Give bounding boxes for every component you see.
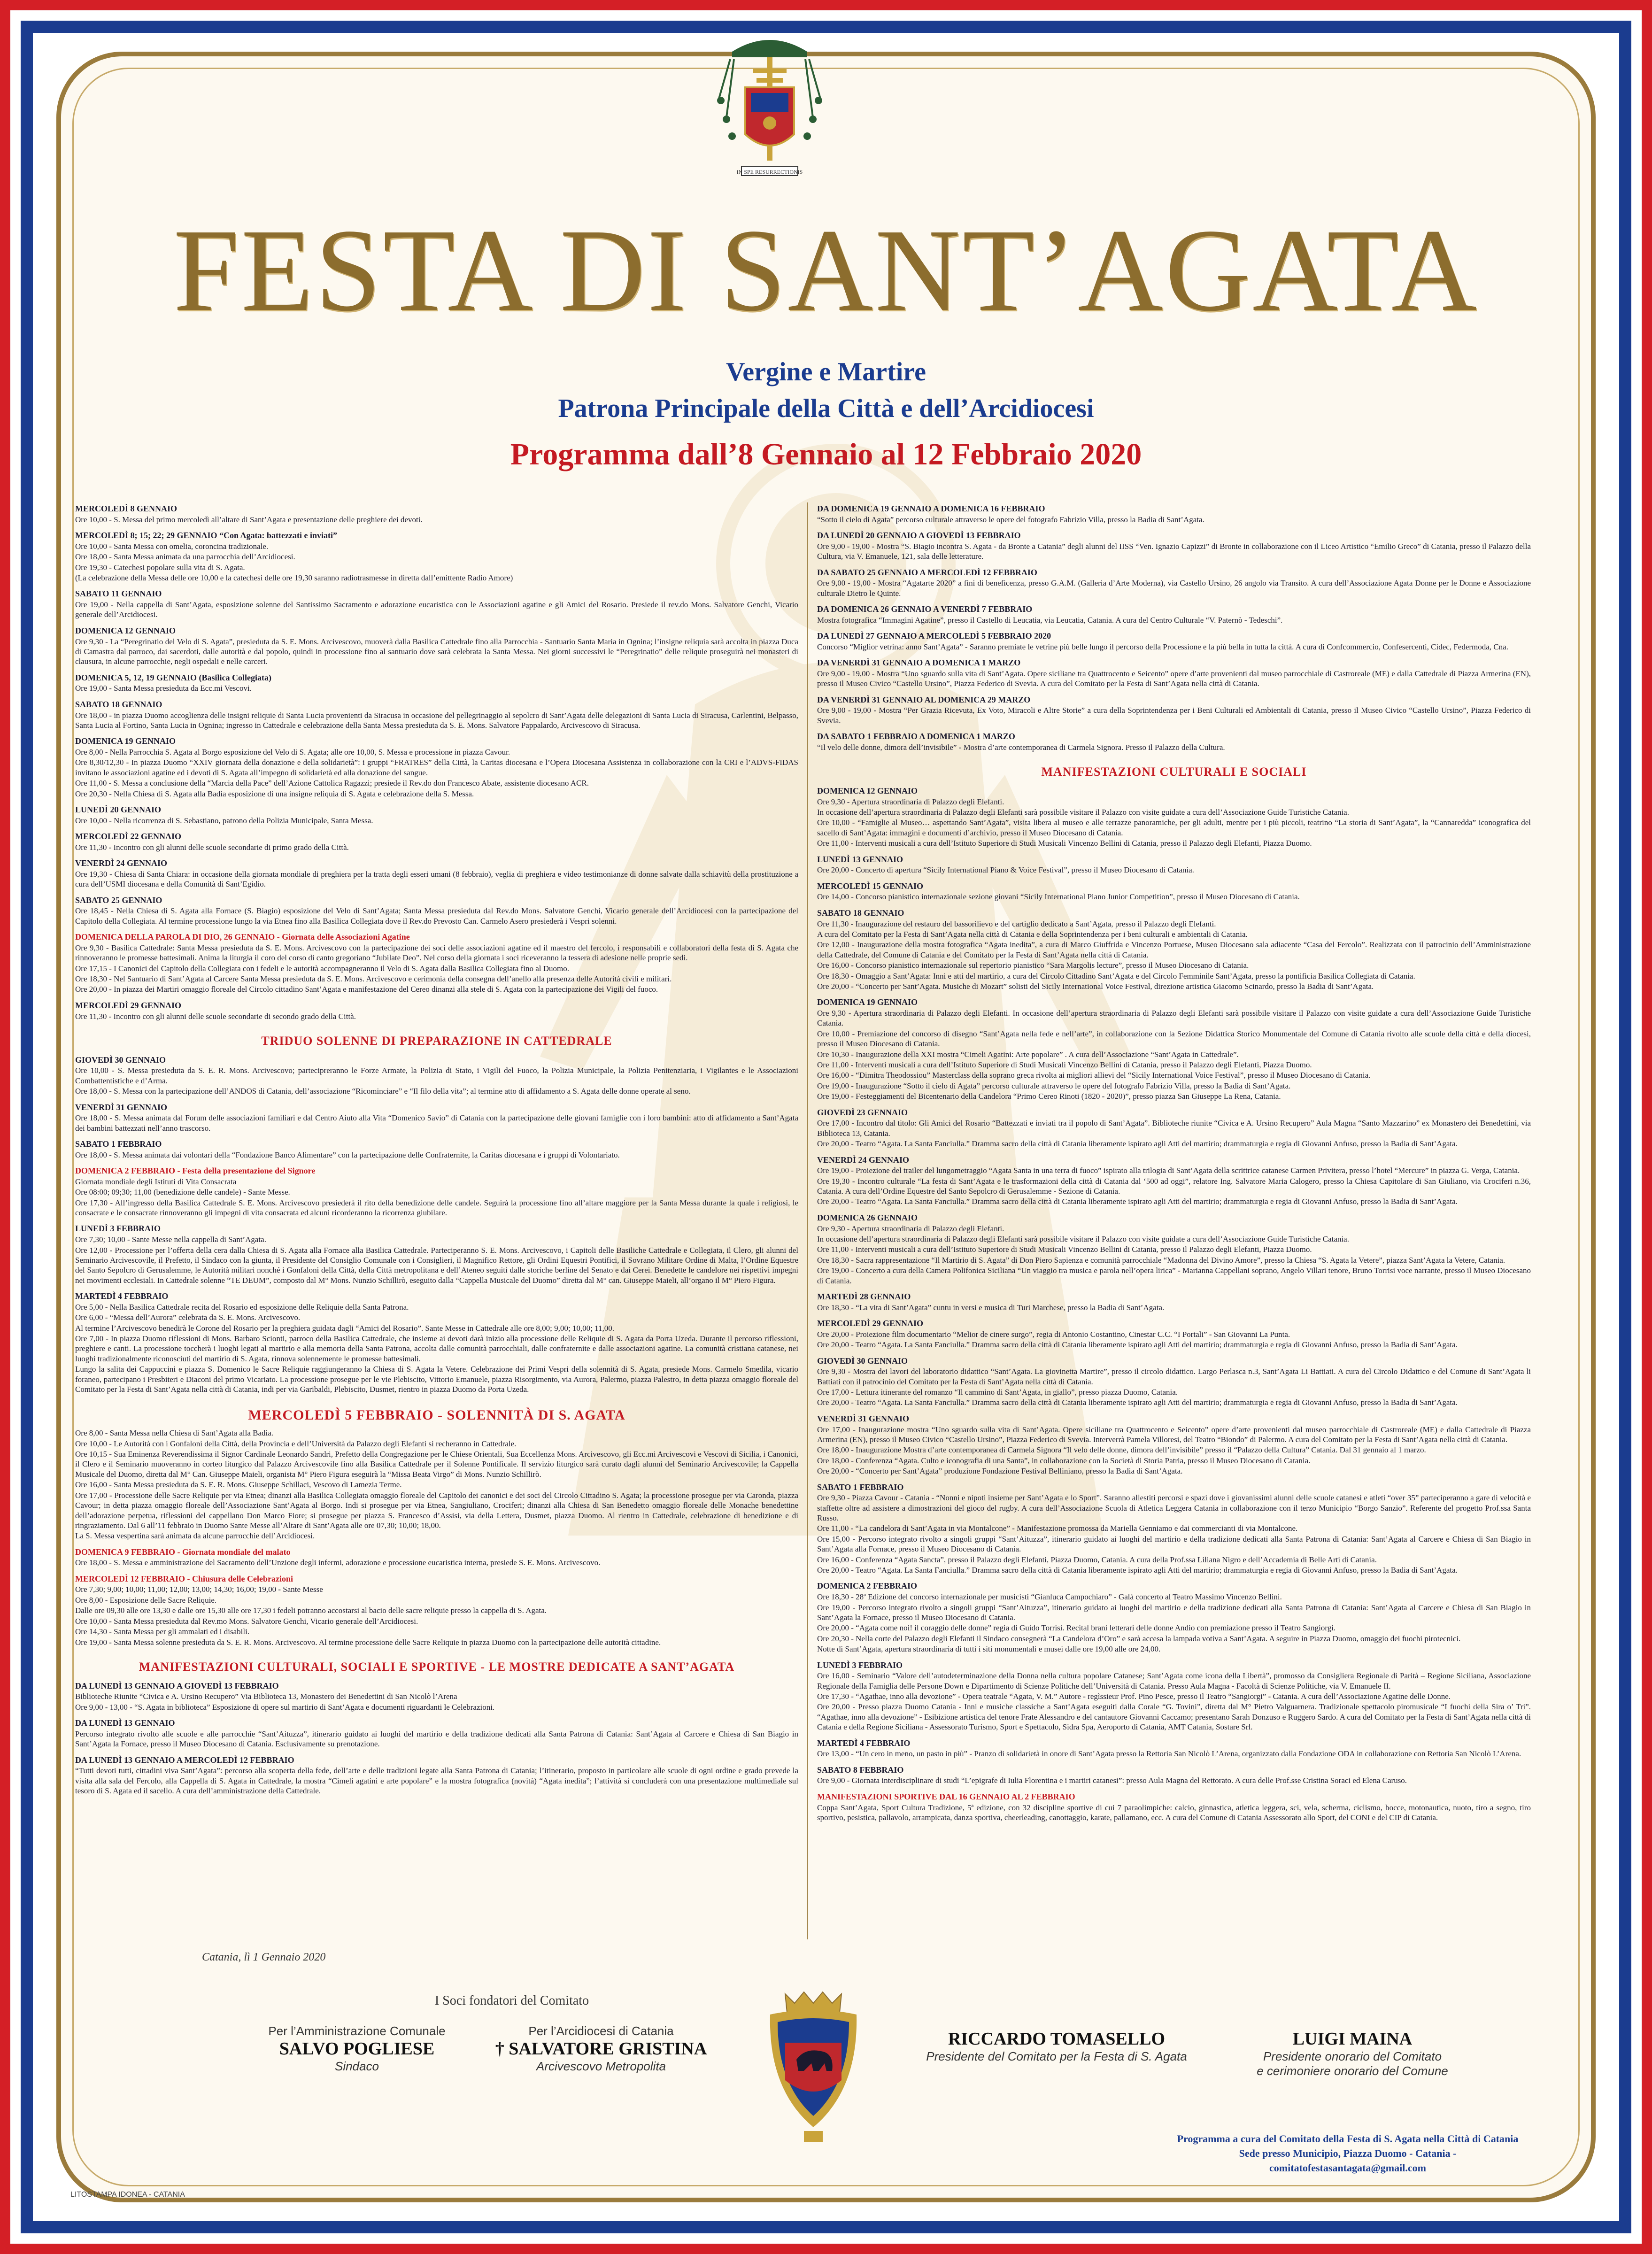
event-date-heading: DA DOMENICA 26 GENNAIO A VENERDÌ 7 FEBBRAIO	[817, 604, 1033, 614]
event-entry: Ore 20,00 - Presso piazza Duomo Catania - Inni e musiche classiche a Sant’Agata eseguiti dalla Corale “G. Tovini”, diretta dal M° Pietro Valguarnera. Tradizionale spettacolo piromusicale “I fuochi della Sira o’ Tri”. “Agathae, inno alla devozione” - Esibizione artistica del tenore Frate Alessandro e del cantautore Giovanni Caccamo; presentano Sarah Donzuso e Ruggero Sardo. A cura del Comitato per la Festa di Sant’Agata nella città di Catania e della Regione Siciliana - Assessorato Turismo, Sport e Spettacolo, Sidra Spa, Aeroporto di Catania, AMT Catania, Sostare Srl.	[817, 1702, 1531, 1732]
section-title: MANIFESTAZIONI CULTURALI E SOCIALI	[1041, 765, 1307, 779]
event-entry: In occasione dell’apertura straordinaria di Palazzo degli Elefanti sarà possibile visitare il Palazzo con visite guidate a cura dell’Associazione Guide Turistiche Catania.	[817, 1234, 1349, 1243]
event-entry: Notte di Sant’Agata, apertura straordinaria di tutti i siti monumentali e musei dalle ore 19,00 alle ore 24,00.	[817, 1644, 1161, 1654]
event-date-heading: LUNEDÌ 13 GENNAIO	[817, 854, 903, 864]
event-entry: Ore 18,30 - Omaggio a Sant’Agata: Inni e atti del martirio, a cura del Circolo Cittadino Sant’Agata e del Circolo Femminile Sant’Agata, presso la pontificia Basilica Collegiata di Catania.	[817, 971, 1415, 980]
event-entry: Percorso integrato rivolto alle scuole e alle parrocchie “Sant’Aituzza”, itinerario guidato ai luoghi del martirio e della tradizione dedicati alla Santa Patrona di Catania: Sant’Agata al Carcere e Chiesa di San Biagio in Sant’Agata la Fornace, presso il Museo Diocesano di Catania. Esclusivamente su prenotazione.	[75, 1729, 798, 1749]
event-entry: Ore 10,00 - “Famiglie al Museo… aspettando Sant’Agata”, visita libera al museo e alle terrazze panoramiche, per gli adulti, mentre per i più piccoli, teatrino “La storia di Sant’Agata”, la “Cannaredda” iconografica del sacello di Sant’Agata: immagini e documenti d’archivio, presso il Museo Diocesano di Catania.	[817, 818, 1531, 837]
event-date-heading: DA LUNEDÌ 13 GENNAIO A MERCOLEDÌ 12 FEBBRAIO	[75, 1755, 294, 1765]
event-entry: Ore 14,00 - Concorso pianistico internazionale sezione giovani “Sicily International Piano Junior Competition”, presso il Museo Diocesano di Catania.	[817, 892, 1300, 902]
founders-label: I Soci fondatori del Comitato	[434, 1993, 589, 2008]
event-entry: Ore 9,30 - Mostra dei lavori del laboratorio didattico “Sant’Agata. La giovinetta Martire”, presso il circolo didattico. Largo Perlasca n.3, Sant’Agata Li Battiati. A cura del Circolo Didattico e del Comune di Sant’Agata li Battiati con il patrocinio del Comitato per la Festa di Sant’Agata nella città di Catania.	[817, 1367, 1531, 1386]
event-date-heading: GIOVEDÌ 23 GENNAIO	[817, 1107, 908, 1117]
event-entry: Ore 11,00 - Interventi musicali a cura dell’Istituto Superiore di Studi Musicali Vincenzo Bellini di Catania, presso il Palazzo degli Elefanti, Piazza Duomo.	[817, 1060, 1312, 1070]
event-entry: Ore 18,00 - Santa Messa animata da una parrocchia dell’Arcidiocesi.	[75, 552, 295, 562]
event-entry: Ore 10,30 - Inaugurazione della XXI mostra “Cimeli Agatini: Arte popolare” . A cura dell’Associazione “Sant’Agata in Cattedrale”.	[817, 1050, 1239, 1059]
event-entry: Ore 17,30 - “Agathae, inno alla devozione” - Opera teatrale “Agata, V. M.” Autore - regìssieur Prof. Pino Pesce, presso il Teatro “Sangiorgi” - Catania. A cura dell’Associazione Agatine delle Donne.	[817, 1692, 1451, 1701]
event-date-heading: SABATO 8 FEBBRAIO	[817, 1765, 904, 1775]
left-program-column	[75, 498, 798, 1797]
event-date-heading: MARTEDÌ 28 GENNAIO	[817, 1292, 911, 1301]
event-date-heading: MANIFESTAZIONI SPORTIVE DAL 16 GENNAIO AL 2 FEBBRAIO	[817, 1791, 1075, 1801]
event-date-heading: DA DOMENICA 19 GENNAIO A DOMENICA 16 FEBBRAIO	[817, 504, 1045, 513]
event-date-heading: VENERDÌ 31 GENNAIO	[75, 1102, 168, 1112]
event-entry: “Il velo delle donne, dimora dell’invisibile” - Mostra d’arte contemporanea di Carmela Signora. Presso il Palazzo della Cultura.	[817, 742, 1225, 752]
event-entry: Ore 17,00 - Lettura itinerante del romanzo “Il cammino di Sant’Agata, in giallo”, presso piazza Duomo, Catania.	[817, 1388, 1178, 1397]
event-entry: Ore 8,30/12,30 - In piazza Duomo “XXIV giornata della donazione e della solidarietà”: i gruppi “FRATRES” della Città, la Caritas diocesana e l’Opera Diocesana Assistenza in collaborazione con la CRI e l’ADVS-FIDAS invitano le associazioni agatine ed i devoti di S. Agata all’impegno di solidarietà ed alla donazione del sangue.	[75, 758, 798, 777]
event-date-heading: MERCOLEDÌ 8; 15; 22; 29 GENNAIO “Con Agata: battezzati e inviati”	[75, 531, 337, 540]
event-entry: Ore 18,30 - 28ª Edizione del concorso internazionale per musicisti “Gianluca Campochiaro” - Galà concerto al Teatro Massimo Vincenzo Bellini.	[817, 1592, 1282, 1602]
event-entry: Ore 17,30 - All’ingresso della Basilica Cattedrale S. E. Mons. Arcivescovo presiederà il rito della benedizione delle candele. Seguirà la processione fino all’altare maggiore per la Santa Messa durante la quale i religiosi, le consacrate e le consacrate rinnoveranno gli impegni di vita consacrata ed alcuni ricorderanno la ricorrenza giubilare.	[75, 1198, 798, 1218]
event-entry: Ore 19,00 - Nella cappella di Sant’Agata, esposizione solenne del Santissimo Sacramento e adorazione eucaristica con le Associazioni agatine e gli Amici del Rosario. Presiede il rev.do Mons. Salvatore Genchi, Vicario generale dell’Arcidiocesi.	[75, 600, 798, 619]
event-date-heading: DA LUNEDÌ 13 GENNAIO A GIOVEDÌ 13 FEBBRAIO	[75, 1681, 279, 1690]
event-entry: Ore 20,00 - Teatro “Agata. La Santa Fanciulla.” Dramma sacro della città di Catania liberamente ispirato agli Atti del martirio; drammaturgia e regia di Giovanni Anfuso, presso la Badia di Sant’Agata.	[817, 1566, 1458, 1575]
event-entry: Ore 9,00 - 13,00 - “S. Agata in biblioteca” Esposizione di opere sul martirio di Sant’Agata e documenti riguardanti le Celebrazioni.	[75, 1702, 495, 1712]
event-entry: Ore 9,30 - Apertura straordinaria di Palazzo degli Elefanti.	[817, 1224, 1004, 1233]
column-divider	[807, 502, 808, 1939]
event-entry: Ore 20,00 - In piazza dei Martiri omaggio floreale del Circolo cittadino Sant’Agata e manifestazione del Cereo dinanzi alla stele di S. Agata con la partecipazione dei Vigili del fuoco.	[75, 985, 658, 994]
event-date-heading: SABATO 11 GENNAIO	[75, 589, 162, 599]
event-date-heading: DOMENICA 2 FEBBRAIO	[817, 1581, 918, 1591]
sig1-name: SALVO POGLIESE	[279, 2039, 435, 2059]
event-entry: Ore 9,00 - 19,00 - Mostra “Agatarte 2020” a fini di beneficenza, presso G.A.M. (Galleria d’Arte Moderna), via Castello Ursino, 26 angolo via Transito. A cura dell’Associazione Agata Donne per le Donne e Associazione culturale Dietro le Quinte.	[817, 579, 1531, 598]
event-date-heading: LUNEDÌ 3 FEBBRAIO	[75, 1224, 161, 1234]
event-date-heading: DA SABATO 1 FEBBRAIO A DOMENICA 1 MARZO	[817, 732, 1015, 741]
event-date-heading: SABATO 18 GENNAIO	[75, 699, 162, 709]
event-entry: Ore 20,00 - “Concerto per Sant’Agata” produzione Fondazione Festival Belliniano, presso la Badia di Sant’Agata.	[817, 1467, 1183, 1476]
event-date-heading: DOMENICA 5, 12, 19 GENNAIO (Basilica Collegiata)	[75, 672, 271, 682]
event-entry: Ore 20,30 - Nella corte del Palazzo degli Elefanti il Sindaco consegnerà “La Candelora d’Oro” e sarà accesa la lampada votiva a Sant’Agata. A seguire in Piazza Duomo, omaggio dei fuochi pirotecnici.	[817, 1634, 1461, 1643]
event-date-heading: DOMENICA 19 GENNAIO	[75, 736, 176, 746]
event-entry: Ore 19,00 - Proiezione del trailer del lungometraggio “Agata Santa in una terra di fuoco” ispirato alla trilogia di Sant’Agata della scrittrice catanese Carmen Privitera, presso l’hotel “Mercure” in piazza G. Verga, Catania.	[817, 1166, 1520, 1175]
event-entry: Ore 17,00 - Inaugurazione mostra “Uno sguardo sulla vita di Sant’Agata. Opere siciliane tra Quattrocento e Seicento” opere d’arte provenienti dal museo parrocchiale di Castroreale (ME) e dalla Cattedrale di Piazza Armerina (EN), presso il Museo Civico “Castello Ursino”, Piazza Federico di Svevia. Interverrà Pamela Villoresi, del Teatro “Biondo” di Palermo. A cura del Comitato per la Festa di Sant’Agata nella città di Catania.	[817, 1425, 1531, 1444]
event-entry: Ore 9,30 - Apertura straordinaria di Palazzo degli Elefanti. In occasione dell’apertura straordinaria di Palazzo degli Elefanti sarà possibile visitare il Palazzo con visite guidate a cura dell’Associazione Guide Turistiche Catania.	[817, 1009, 1531, 1028]
event-entry: Ore 18,30 - Sacra rappresentazione “Il Martirio di S. Agata” di Don Piero Sapienza e comunità parrocchiale “Madonna del Divino Amore”, presso la Chiesa “S. Agata la Vetere”, piazza Sant’Agata la Vetere, Catania.	[817, 1255, 1505, 1265]
archbishop-coat-of-arms-icon	[713, 33, 826, 193]
event-entry: Ore 9,30 - Basilica Cattedrale: Santa Messa presieduta da S. E. Mons. Arcivescovo con la partecipazione dei soci delle associazioni agatine ed il maestro del fercolo, i responsabili e collaboratori della festa di S. Agata che rinnoveranno le promesse battesimali. Anima la liturgia il coro del corso di canto gregoriano “Jubilate Deo”. Nel corso della giornata i soci riceveranno la tessera di adesione nelle proprie sedi.	[75, 943, 798, 963]
event-entry: Ore 19,00 - Inaugurazione “Sotto il cielo di Agata” percorso culturale attraverso le opere del fotografo Fabrizio Villa, presso la Badia di Sant’Agata.	[817, 1081, 1291, 1090]
event-entry: Ore 13,00 - “Un cero in meno, un pasto in più” - Pranzo di solidarietà in onore di Sant’Agata presso la Rettoria San Nicolò L’Arena, organizzato dalla Fondazione ODA in collaborazione con Rettoria San Nicolò L’Arena.	[817, 1749, 1521, 1759]
event-entry: Ore 18,00 - S. Messa con la partecipazione dell’ANDOS di Catania, dell’associazione “Ricominciare” e “Il filo della vita”; al termine atto di affidamento a S. Agata delle donne operate al seno.	[75, 1087, 691, 1096]
event-entry: Ore 20,00 - “Concerto per Sant’Agata. Musiche di Mozart” solisti del Sicily International Voice Festival, direzione artistica Giacomo Scinardo, presso la Badia di Sant’Agata.	[817, 981, 1374, 991]
event-date-heading: LUNEDÌ 20 GENNAIO	[75, 805, 162, 815]
event-entry: “Tutti devoti tutti, cittadini viva Sant’Agata”: percorso alla scoperta della fede, dell’arte e delle tradizioni legate alla Santa Patrona di Catania; l’itinerario, proposto in particolare alle scuole di ogni ordine e grado prevede la visita alla sala del Fercolo, alla Cappella di S. Agata in Cattedrale, la mostra “Cimeli agatini e arte popolare” e la mostra fotografica (novità) “Agata inedita”; l’attività si concluderà con una presentazione multimediale sul tesoro di S. Agata ed il sacello. A cura dell’amministrazione della Cattedrale.	[75, 1766, 798, 1796]
subtitle-patrona: Patrona Principale della Città e dell’Arcidiocesi	[558, 394, 1094, 423]
event-entry: Ore 19,00 - Concerto a cura della Camera Polifonica Siciliana “Un viaggio tra musica e parola nell’opera lirica” - Marianna Cappellani soprano, Angelo Villari tenore, Bruno Torrisi voce narrante, presso il Museo Diocesano di Catania.	[817, 1266, 1531, 1285]
event-date-heading: VENERDÌ 24 GENNAIO	[817, 1155, 910, 1165]
event-entry: Coppa Sant’Agata, Sport Cultura Tradizione, 5ª edizione, con 32 discipline sportive di cui 7 paraolimpiche: calcio, ginnastica, atletica leggera, sci, vela, scherma, ciclismo, bocce, motonautica, nuoto, tiro a segno, tiro sportivo, pesistica, pallavolo, arrampicata, danza sportiva, cheerleading, canottaggio, karate, pallamano, ecc. A cura del Comune di Catania Assessorato allo Sport, del CONI e del CIP di Catania.	[817, 1803, 1531, 1822]
event-entry: Ore 11,30 - Incontro con gli alunni delle scuole secondarie di secondo grado della Città.	[75, 1011, 356, 1021]
event-entry: Ore 7,00 - In piazza Duomo riflessioni di Mons. Barbaro Scionti, parroco della Basilica Cattedrale, che insieme ai devoti darà inizio alla processione delle Reliquie di S. Agata da Porta Uzeda. Durante il percorso riflessioni, preghiere e canti. La processione toccherà i luoghi legati al martirio e alla memoria della Santa Patrona, accolta dalle comunità parrocchiali, dalle confraternite e dalle associazioni agatine. La comunità cristiana catanese, nei luoghi tradizionalmente riconosciuti del martirio di S. Agata, rinnova solennemente le promesse battesimali.	[75, 1334, 798, 1363]
event-entry: Ore 17,00 - Processione delle Sacre Reliquie per via Etnea; dinanzi alla Basilica Collegiata omaggio floreale del Capitolo dei canonici e dei soci del Circolo Cittadino S. Agata; la processione prosegue per via Caronda, piazza Cavour; in detta piazza omaggio floreale dell’Associazione Sant’Agata al Borgo. Indi si prosegue per via Etnea, Sangiuliano, Crociferi; dinanzi alla Chiesa di San Benedetto omaggio floreale delle Monache benedettine dell’adorazione perpetua, riflessioni del cappellano Don Marco Fiore; si prosegue per piazza S. Francesco d’Assisi, via della Lettera, Dusmet, piazza Duomo. Al rientro in Cattedrale, celebrazione di benedizione e di ringraziamento. Dal 6 all’11 febbraio in Duomo Sante Messe all’Altare di Sant’Agata alle ore 07,30; 10,00; 18,00.	[75, 1490, 798, 1530]
event-date-heading: DOMENICA DELLA PAROLA DI DIO, 26 GENNAIO - Giornata delle Associazioni Agatine	[75, 932, 410, 942]
section-title: TRIDUO SOLENNE DI PREPARAZIONE IN CATTEDRALE	[261, 1034, 612, 1048]
event-entry: Ore 16,00 - Concorso pianistico internazionale sul repertorio pianistico “Sara Margolis lecture”, presso il Museo Diocesano di Catania.	[817, 961, 1249, 970]
event-entry: Ore 5,00 - Nella Basilica Cattedrale recita del Rosario ed esposizione delle Reliquie della Santa Patrona.	[75, 1302, 409, 1312]
credits	[1160, 2132, 1536, 2175]
event-date-heading: VENERDÌ 31 GENNAIO	[817, 1413, 910, 1423]
event-entry: Ore 11,00 - Interventi musicali a cura dell’Istituto Superiore di Studi Musicali Vincenzo Bellini di Catania, presso il Palazzo degli Elefanti, Piazza Duomo.	[817, 1245, 1312, 1254]
event-entry: Ore 19,30 - Incontro culturale “La festa di Sant’Agata e le trasformazioni della città di Catania dal ‘500 ad oggi”, relatore Ing. Salvatore Maria Calogero, presso la Chiesa Capitolare di San Giuliano, via Crociferi n.36, Catania. A cura dell’Ordine Equestre del Santo Sepolcro di Gerusalemme - Sezione di Catania.	[817, 1176, 1531, 1196]
event-entry: Ore 8,00 - Santa Messa nella Chiesa di Sant’Agata alla Badia.	[75, 1428, 274, 1438]
event-entry: Ore 10,00 - Santa Messa con omelia, coroncina tradizionale.	[75, 541, 269, 551]
sig3-role: Presidente del Comitato per la Festa di S. Agata	[926, 2049, 1187, 2063]
sig4-role1: Presidente onorario del Comitato	[1263, 2049, 1442, 2063]
event-date-heading: SABATO 1 FEBBRAIO	[75, 1139, 162, 1149]
sig1-label: Per l’Amministrazione Comunale	[268, 2024, 446, 2038]
event-date-heading: DA SABATO 25 GENNAIO A MERCOLEDÌ 12 FEBBRAIO	[817, 567, 1037, 577]
event-entry: Dalle ore 09,30 alle ore 13,30 e dalle ore 15,30 alle ore 17,30 i fedeli potranno accostarsi al bacio delle sacre reliquie presso la cappella di S. Agata.	[75, 1606, 547, 1615]
event-entry: Mostra fotografica “Immagini Agatine”, presso il Castello di Leucatia, via Leucatia, Catania. A cura del Centro Culturale “V. Paternò - Tedeschi”.	[817, 615, 1283, 625]
event-date-heading: MARTEDÌ 4 FEBBRAIO	[75, 1291, 169, 1301]
event-entry: Ore 14,30 - Santa Messa per gli ammalati ed i disabili.	[75, 1627, 250, 1636]
event-date-heading: DOMENICA 2 FEBBRAIO - Festa della presentazione del Signore	[75, 1166, 316, 1176]
event-entry: Ore 12,00 - Processione per l’offerta della cera dalla Chiesa di S. Agata alla Fornace alla Basilica Cattedrale. Parteciperanno S. E. Mons. Arcivescovo, i Capitoli delle Basiliche Cattedrale e Collegiata, il Clero, gli alunni del Seminario Arcivescovile, il Prefetto, il Sindaco con la giunta, il Presidente del Consiglio Comunale con i Consiglieri, il Magnifico Rettore, gli Ordini Equestri Pontifici, il Sovrano Militare Ordine di Malta, l’Ordine Equestre del Santo Sepolcro di Gerusalemme, le Autorità militari nonché i Gonfaloni della Città, della Città metropolitana e dell’Ateneo seguiti dalle storiche berline del Senato e dai Cerei. Benedette le candelore nei rispettivi impegni nei movimenti ecclesiali. In Cattedrale solenne “TE DEUM”, composto dal M° Mons. Nunzio Schillirò, eseguito dalla “Cappella Musicale del Duomo” diretta dal M° can. Giuseppe Maieli, all’organo il M° Piero Figura.	[75, 1245, 798, 1285]
event-entry: Ore 18,00 - in piazza Duomo accoglienza delle insigni reliquie di Santa Lucia provenienti da Siracusa in occasione del pellegrinaggio al sepolcro di Sant’Agata delle delegazioni di Santa Lucia di Siracusa, Carlentini, Belpasso, Santa Lucia al Fortino, Santa Lucia in Ognina; ingresso in Cattedrale e celebrazione della Santa Messa presieduta da S. E. Mons. Salvatore Pappalardo, Arcivescovo di Siracusa.	[75, 710, 798, 730]
event-date-heading: SABATO 1 FEBBRAIO	[817, 1482, 904, 1492]
sig1-role: Sindaco	[335, 2059, 379, 2073]
event-entry: Ore 20,00 - Teatro “Agata. La Santa Fanciulla.” Dramma sacro della città di Catania liberamente ispirato agli Atti del martirio; drammaturgia e regia di Giovanni Anfuso, presso la Badia di Sant’Agata.	[817, 1398, 1458, 1407]
event-entry: Ore 10,00 - S. Messa presieduta da S. E. R. Mons. Arcivescovo; partecipreranno le Forze Armate, la Polizia di Stato, i Vigili del Fuoco, la Polizia Municipale, la Polizia Penitenziaria, i Vigilantes e le Associazioni Combattentistiche e d’Arma.	[75, 1066, 798, 1085]
signature-honorary-president	[1207, 2029, 1498, 2078]
event-entry: In occasione dell’apertura straordinaria di Palazzo degli Elefanti sarà possibile visitare il Palazzo con visite guidate a cura dell’Associazione Guide Turistiche Catania.	[817, 808, 1349, 817]
event-date-heading: DOMENICA 9 FEBBRAIO - Giornata mondiale del malato	[75, 1547, 291, 1557]
event-entry: Ore 17,00 - Incontro dal titolo: Gli Amici del Rosario “Battezzati e inviati tra il popolo di Sant’Agata”. Biblioteche riunite “Civica e A. Ursino Recupero” Aula Magna “Santo Mazzarino” ex Monastero dei Benedettini, via Biblioteca 13, Catania.	[817, 1119, 1531, 1138]
event-entry: Ore 18,45 - Nella Chiesa di S. Agata alla Fornace (S. Biagio) esposizione del Velo di Sant’Agata; Santa Messa presieduta dal Rev.do Mons. Salvatore Genchi, Vicario generale dell’Arcidiocesi con la partecipazione del Capitolo della Collegiata. Al termine processione lungo la via Etnea fino alla Basilica Collegiata dove il Rev.do Prevosto Can. Carmelo Asero presiederà i Vespri solenni.	[75, 906, 798, 926]
event-date-heading: DOMENICA 12 GENNAIO	[817, 786, 918, 795]
event-entry: Ore 16,00 - Seminario “Valore dell’autodeterminazione della Donna nella cultura popolare Catanese; Sant’Agata come icona della Libertà”, promosso da Consigliera Regionale di Parità – Regione Siciliana, Associazione Regionale della Famiglia delle Persone Down e Dipartimento di Scienze Politiche dell’Università di Catania. Presso Aula Magna - Facoltà di Scienze Politiche, via V. Emanuele II.	[817, 1671, 1531, 1690]
event-entry: Ore 19,00 - Santa Messa solenne presieduta da S. E. R. Mons. Arcivescovo. Al termine processione delle Sacre Reliquie in piazza Duomo con la partecipazione delle autorità cittadine.	[75, 1637, 661, 1647]
event-entry: Ore 11,30 - Inaugurazione del restauro del bassorilievo e del cartiglio dedicato a Sant’Agata, presso il Palazzo degli Elefanti.	[817, 919, 1216, 928]
event-entry: Ore 18,00 - S. Messa animata dal Forum delle associazioni familiari e dal Centro Aiuto alla Vita “Domenico Savio” di Catania con la partecipazione delle giovani famiglie con i loro bambini: atto di affidamento a Sant’Agata dei bambini battezzati nell’anno trascorso.	[75, 1113, 798, 1133]
event-entry: Ore 20,30 - Nella Chiesa di S. Agata alla Badia esposizione di una insigne reliquia di S. Agata e celebrazione della S. Messa.	[75, 789, 474, 798]
event-date-heading: SABATO 25 GENNAIO	[75, 895, 162, 905]
crest-motto: IN SPE RESURRECTIONIS	[736, 169, 803, 175]
event-date-heading: MERCOLEDÌ 22 GENNAIO	[75, 832, 182, 841]
event-date-heading: GIOVEDÌ 30 GENNAIO	[817, 1356, 908, 1366]
event-entry: (La celebrazione della Messa delle ore 10,00 e la catechesi delle ore 19,30 saranno radiotrasmesse in diretta dall’emittente Radio Amore)	[75, 573, 513, 582]
sig4-role2: e cerimoniere onorario del Comune	[1257, 2064, 1448, 2078]
event-date-heading: SABATO 18 GENNAIO	[817, 908, 904, 918]
event-entry: Ore 7,30; 9,00; 10,00; 11,00; 12,00; 13,00; 14,30; 16,00; 19,00 - Sante Messe	[75, 1585, 323, 1594]
sig2-label: Per l’Arcidiocesi di Catania	[528, 2024, 674, 2038]
event-entry: Biblioteche Riunite “Civica e A. Ursino Recupero” Via Biblioteca 13, Monastero dei Benedettini di San Nicolò l’Arena	[75, 1692, 457, 1701]
event-date-heading: DA VENERDÌ 31 GENNAIO AL DOMENICA 29 MARZO	[817, 695, 1031, 704]
credits-line2: Sede presso Municipio, Piazza Duomo - Catania - comitatofestasantagata@gmail.com	[1239, 2147, 1457, 2174]
event-date-heading: MARTEDÌ 4 FEBBRAIO	[817, 1738, 911, 1748]
event-entry: Ore 20,00 - Teatro “Agata. La Santa Fanciulla.” Dramma sacro della città di Catania liberamente ispirato agli Atti del martirio; drammaturgia e regia di Giovanni Anfuso, presso la Badia di Sant’Agata.	[817, 1340, 1458, 1350]
event-entry: Ore 20,00 - Teatro “Agata. La Santa Fanciulla.” Dramma sacro della città di Catania liberamente ispirato agli Atti del martirio; drammaturgia e regia di Giovanni Anfuso, presso la Badia di Sant’Agata.	[817, 1139, 1458, 1149]
section-title: MERCOLEDÌ 5 FEBBRAIO - SOLENNITÀ DI S. AGATA	[248, 1407, 625, 1423]
credits-line1: Programma a cura del Comitato della Festa di S. Agata nella Città di Catania	[1177, 2133, 1519, 2145]
city-coat-of-arms-icon	[757, 1986, 870, 2146]
event-entry: Ore 10,00 - Premiazione del concorso di disegno “Sant’Agata nella fede e nell’arte”, in collaborazione con la Sezione Didattica Storico Monumentale del Comune di Catania rivolto alle scuole della città e della diocesi, presso il Museo Diocesano di Catania.	[817, 1029, 1531, 1049]
event-entry: Ore 18,00 - S. Messa e amministrazione del Sacramento dell’Unzione degli infermi, adorazione e processione eucaristica interna, presiede S. E. Mons. Arcivescovo.	[75, 1558, 601, 1567]
event-entry: Ore 9,00 - Giornata interdisciplinare di studi “L’epigrafe di Iulia Florentina e i martiri catanesi”: presso Aula Magna del Rettorato. A cura delle Prof.sse Cristina Soraci ed Elena Caruso.	[817, 1776, 1407, 1785]
event-entry: Ore 6,00 - “Messa dell’Aurora” celebrata da S. E. Mons. Arcivescovo.	[75, 1313, 301, 1322]
event-entry: Ore 20,00 - Concerto di apertura “Sicily International Piano & Voice Festival”, presso il Museo Diocesano di Catania.	[817, 865, 1194, 875]
event-date-heading: MERCOLEDÌ 29 GENNAIO	[75, 1000, 182, 1010]
sig2-name: † SALVATORE GRISTINA	[495, 2039, 707, 2059]
event-entry: Ore 17,15 - I Canonici del Capitolo della Collegiata con i fedeli e le autorità accompagneranno il Velo di S. Agata dalla Basilica Collegiata fino al Duomo.	[75, 964, 569, 973]
event-date-heading: MERCOLEDÌ 8 GENNAIO	[75, 504, 178, 513]
event-entry: Ore 19,00 - Percorso integrato rivolto a singoli gruppi “Sant’Aituzza”, itinerario guidato ai luoghi del martirio e della tradizione dedicati alla Santa Patrona di Catania: Sant’Agata al Carcere e Chiesa di San Biagio in Sant’Agata la Fornace, presso il Museo Diocesano di Catania.	[817, 1603, 1531, 1622]
event-entry: Ore 18,00 - S. Messa animata dai volontari della “Fondazione Banco Alimentare” con la partecipazione delle Confraternite, la Caritas diocesana e i gruppi di Volontariato.	[75, 1150, 620, 1159]
event-entry: Ore 19,00 - Festeggiamenti del Bicentenario della Candelora “Primo Cereo Rinoti (1820 - 2020)”, presso piazza San Giuseppe La Rena, Catania.	[817, 1092, 1281, 1101]
event-date-heading: DOMENICA 26 GENNAIO	[817, 1212, 918, 1222]
event-entry: Ore 10,00 - Nella ricorrenza di S. Sebastiano, patrono della Polizia Municipale, Santa Messa.	[75, 816, 373, 825]
event-entry: Ore 8,00 - Esposizione delle Sacre Reliquie.	[75, 1595, 217, 1605]
printer-credit: LITOSTAMPA IDONEA - CATANIA	[70, 2191, 185, 2199]
event-entry: Ore 16,00 - Santa Messa presieduta da S. E. R. Mons. Giuseppe Schillaci, Vescovo di Lamezia Terme.	[75, 1480, 402, 1490]
sig4-name: LUIGI MAINA	[1292, 2029, 1413, 2049]
event-entry: Ore 16,00 - “Dimitra Theodossiou” Masterclass della soprano greca rivolta ai migliori allievi del “Sicily International Voice Festival”, presso il Museo Diocesano di Catania.	[817, 1071, 1371, 1080]
event-entry: Ore 10,00 - Santa Messa presieduta dal Rev.mo Mons. Salvatore Genchi, Vicario generale dell’Arcidiocesi.	[75, 1616, 418, 1626]
event-entry: Ore 9,30 - Apertura straordinaria di Palazzo degli Elefanti.	[817, 797, 1004, 806]
event-entry: Ore 20,00 - Proiezione film documentario “Melior de cinere surgo”, regia di Antonio Costantino, Cinestar C.C. “I Portali” - San Giovanni La Punta.	[817, 1329, 1290, 1339]
event-date-heading: DA LUNEDÌ 20 GENNAIO A GIOVEDÌ 13 FEBBRAIO	[817, 531, 1021, 540]
event-date-heading: MERCOLEDÌ 29 GENNAIO	[817, 1319, 924, 1328]
event-entry: Ore 20,00 - Teatro “Agata. La Santa Fanciulla.” Dramma sacro della città di Catania liberamente ispirato agli Atti del martirio; drammaturgia e regia di Giovanni Anfuso, presso la Badia di Sant’Agata.	[817, 1197, 1458, 1206]
event-entry: Ore 19,00 - Santa Messa presieduta da Ecc.mi Vescovi.	[75, 684, 252, 693]
sig2-role: Arcivescovo Metropolita	[536, 2059, 666, 2073]
event-entry: Ore 16,00 - Conferenza “Agata Sancta”, presso il Palazzo degli Elefanti, Piazza Duomo, Catania. A cura della Prof.ssa Liliana Nigro e dell’Accademia di Belle Arti di Catania.	[817, 1555, 1377, 1564]
event-entry: Al termine l’Arcivescovo benedirà le Corone del Rosario per la preghiera guidata dagli “Amici del Rosario”. Sante Messe in Cattedrale alle ore 8,00; 9,00; 10,00; 11,00.	[75, 1323, 614, 1333]
event-date-heading: GIOVEDÌ 30 GENNAIO	[75, 1055, 166, 1065]
event-entry: Ore 10,00 - Le Autorità con i Gonfaloni della Città, della Provincia e dell’Università da Palazzo degli Elefanti si recheranno in Cattedrale.	[75, 1439, 517, 1448]
subtitle-vergine: Vergine e Martire	[726, 357, 926, 386]
event-date-heading: DA LUNEDÌ 27 GENNAIO A MERCOLEDÌ 5 FEBBRAIO 2020	[817, 631, 1051, 641]
event-entry: Ore 19,30 - Catechesi popolare sulla vita di S. Agata.	[75, 563, 245, 572]
event-entry: Ore 9,30 - Piazza Cavour - Catania - “Nonni e nipoti insieme per Sant’Agata e lo Sport”. Saranno allestiti percorsi e spazi dove i giovanissimi alunni delle scuole catanesi e atleti “over 35” parteciperanno a gare di velocità e staffette oltre ad assistere a dimostrazioni del gioco del rugby. A cura dell’Associazione Scuola di Atletica Leggera Catania in collaborazione con il terzo Municipio “Borgo Sanzio”. Referente del progetto Prof.ssa Santa Russo.	[817, 1493, 1531, 1523]
event-entry: Ore 9,00 - 19,00 - Mostra “S. Biagio incontra S. Agata - da Bronte a Catania” degli alunni del IISS “Ven. Ignazio Capizzi” di Bronte in collaborazione con il Liceo Artistico “Emilio Greco” di Catania, presso il Palazzo della Cultura, via V. Emanuele, 121, sala delle letterature.	[817, 541, 1531, 561]
event-date-heading: VENERDÌ 24 GENNAIO	[75, 858, 168, 868]
event-entry: Lungo la salita dei Cappuccini e piazza S. Domenico le Sacre Reliquie raggiungeranno la Chiesa di S. Agata la Vetere. Celebrazione dei Primi Vespri della solennità di S. Agata, presiede Mons. Carmelo Smedila, vicario foraneo, partecipano i Presbiteri e Diaconi del primo Vicariato. La processione prosegue per le vie Plebiscito, Vittorio Emanuele, piazza Risorgimento, via Aurora, Palermo, piazza Palestro, in detta piazza omaggio floreale del Comitato per la Festa di Sant’Agata nella città di Catania, indi per via Garibaldi, Plebiscito, Dusmet, rientro in piazza Duomo da Porta Uzeda.	[75, 1365, 798, 1394]
event-entry: Ore 9,00 - 19,00 - Mostra “Uno sguardo sulla vita di Sant’Agata. Opere siciliane tra Quattrocento e Seicento” opere d’arte provenienti dal museo parrocchiale di Castroreale (ME) e dalla Cattedrale di Piazza Armerina (EN), presso il Museo Civico “Castello Ursino”, Piazza Federico di Svevia. A cura del Comitato per la Festa di Sant’Agata nella città di Catania.	[817, 669, 1531, 688]
event-entry: Ore 11,00 - S. Messa a conclusione della “Marcia della Pace” dell’Azione Cattolica Ragazzi; presiede il Rev.do don Francesco Abate, assistente diocesano ACR.	[75, 779, 589, 788]
event-entry: Ore 15,00 - Percorso integrato rivolto a singoli gruppi “Sant’Aituzza”, itinerario guidato ai luoghi del martirio e della tradizione dedicati alla Santa Patrona di Catania: Sant’Agata al Carcere e Chiesa di San Biagio in Sant’Agata alla Fornace, presso il Museo Diocesano di Catania.	[817, 1534, 1531, 1554]
event-entry: La S. Messa vespertina sarà animata da alcune parrocchie dell’Arcidiocesi.	[75, 1531, 315, 1541]
event-date-heading: MERCOLEDÌ 15 GENNAIO	[817, 881, 924, 891]
event-entry: Ore 11,30 - Incontro con gli alunni delle scuole secondarie di primo grado della Città.	[75, 842, 349, 852]
event-entry: “Sotto il cielo di Agata” percorso culturale attraverso le opere del fotografo Fabrizio Villa, presso la Badia di Sant’Agata.	[817, 515, 1204, 524]
event-entry: Ore 18,30 - “La vita di Sant’Agata” cuntu in versi e musica di Turi Marchese, presso la Badia di Sant’Agata.	[817, 1303, 1165, 1312]
event-entry: Ore 08:00; 09;30; 11,00 (benedizione delle candele) - Sante Messe.	[75, 1188, 290, 1197]
place-date: Catania, lì 1 Gennaio 2020	[202, 1951, 326, 1963]
event-entry: Ore 11,00 - “La candelora di Sant’Agata in via Montalcone” - Manifestazione promossa da Mariella Genniamo e dai commercianti di via Montalcone.	[817, 1524, 1298, 1533]
event-entry: Concorso “Miglior vetrina: anno Sant’Agata” - Saranno premiate le vetrine più belle lungo il percorso della Processione e la più bella in tutta la città. A cura di Confcommercio, Confesercenti, Cidec, Federmoda, Cna.	[817, 642, 1508, 651]
event-entry: Ore 18,00 - Conferenza “Agata. Culto e iconografia di una Santa”, in collaborazione con la Società di Storia Patria, presso il Museo Diocesano di Catania.	[817, 1456, 1311, 1465]
event-entry: Ore 18,00 - Inaugurazione Mostra d’arte contemporanea di Carmela Signora “Il velo delle donne, dimora dell’invisibile” presso il “Palazzo della Cultura” Catania. Dal 31 gennaio al 1 marzo.	[817, 1445, 1426, 1455]
event-date-heading: DOMENICA 12 GENNAIO	[75, 625, 176, 635]
event-entry: Ore 9,00 - 19,00 - Mostra “Per Grazia Ricevuta, Ex Voto, Miracoli e Altre Storie” a cura della Soprintendenza per i Beni Culturali ed Ambientali di Catania, presso il Museo Civico “Castello Ursino”, Piazza Federico di Svevia.	[817, 706, 1531, 725]
section-title: MANIFESTAZIONI CULTURALI, SOCIALI E SPORTIVE - LE MOSTRE DEDICATE A SANT’AGATA	[139, 1660, 735, 1674]
event-date-heading: LUNEDÌ 3 FEBBRAIO	[817, 1660, 903, 1670]
event-entry: Ore 19,30 - Chiesa di Santa Chiara: in occasione della giornata mondiale di preghiera per la tratta degli esseri umani (8 febbraio), veglia di preghiera e video testimonianze di donne salvate dalla schiavitù della prostituzione a cura dell’USMI diocesana e della Comunità di Sant’Egidio.	[75, 869, 798, 889]
event-entry: Ore 9,30 - La “Peregrinatio del Velo di S. Agata”, presieduta da S. E. Mons. Arcivescovo, muoverà dalla Basilica Cattedrale fino alla Parrocchia - Santuario Santa Maria in Ognina; l’insigne reliquia sarà accolta in piazza Duca di Camastra dal parroco, dai sacerdoti, dalle autorità e dal popolo, quindi in processione fino al santuario dove sarà celebrata la Santa Messa. Nei giorni successivi le “Peregrinatio” delle reliquie proseguirà nei monasteri di clausura, in alcune parrocchie, negli ospedali e nelle carceri.	[75, 637, 798, 666]
event-entry: Ore 20,00 - “Agata come noi! il coraggio delle donne” regia di Guido Torrisi. Recital brani letterari delle donne Andio con premiazione presso il Teatro Sangiorgi.	[817, 1623, 1336, 1633]
poster-title: FESTA DI SANT’AGATA	[173, 204, 1479, 336]
programma-heading: Programma dall’8 Gennaio al 12 Febbraio 2020	[510, 437, 1142, 471]
event-date-heading: DA VENERDÌ 31 GENNAIO A DOMENICA 1 MARZO	[817, 658, 1021, 668]
right-program-column	[817, 498, 1531, 1823]
event-entry: Ore 8,00 - Nella Parrocchia S. Agata al Borgo esposizione del Velo di S. Agata; alle ore 10,00, S. Messa e processione in piazza Cavour.	[75, 747, 510, 756]
signature-archbishop	[451, 2024, 751, 2074]
event-entry: A cura del Comitato per la Festa di Sant’Agata nella città di Catania e della Soprintendenza per i beni culturali e ambientali di Catania.	[817, 929, 1248, 939]
event-entry: Ore 18,30 - Nel Santuario di Sant’Agata al Carcere Santa Messa presieduta da S. E. Mons. Arcivescovo e cerimonia della consegna dell’anello alla presenza delle Autorità civili e militari.	[75, 974, 672, 984]
event-date-heading: DA LUNEDÌ 13 GENNAIO	[75, 1718, 175, 1728]
event-entry: Ore 12,00 - Inaugurazione della mostra fotografica “Agata inedita”, a cura di Marco Giuffrida e Vincenzo Portuese, Museo Diocesano sala adiacente “Casa del Fercolo”. Realizzata con il patrocinio dell’Amministrazione della Cattedrale, del Comune di Catania e del Comitato per la Festa di Sant’Agata nella città di Catania.	[817, 940, 1531, 959]
event-entry: Ore 11,00 - Interventi musicali a cura dell’Istituto Superiore di Studi Musicali Vincenzo Bellini di Catania, presso il Palazzo degli Elefanti, Piazza Duomo.	[817, 839, 1312, 848]
event-date-heading: MERCOLEDÌ 12 FEBBRAIO - Chiusura delle Celebrazioni	[75, 1574, 293, 1583]
event-entry: Giornata mondiale degli Istituti di Vita Consacrata	[75, 1177, 237, 1186]
sig3-name: RICCARDO TOMASELLO	[948, 2029, 1166, 2049]
event-entry: Ore 10,00 - S. Messa del primo mercoledì all’altare di Sant’Agata e presentazione delle preghiere dei devoti.	[75, 515, 423, 524]
event-entry: Ore 10,15 - Sua Eminenza Reverendissima il Signor Cardinale Leonardo Sandri, Prefetto della Congregazione per le Chiese Orientali, Sua Eccellenza Mons. Arcivescovo, gli Ecc.mi Arcivescovi e Vescovi di Sicilia, i Canonici, il Clero e il Seminario muoveranno in corteo liturgico dal Palazzo Arcivescovile fino alla Basilica Cattedrale per il Solenne Pontificale. Il servizio liturgico sarà curato dagli alunni del Seminario Arcivescovile; la Cappella Musicale del Duomo, diretta dal M° Can. Giuseppe Maieli, organista M° Piero Figura eseguirà la “Missa Beata Virgo” di Mons. Nunzio Schillirò.	[75, 1450, 798, 1479]
event-date-heading: DOMENICA 19 GENNAIO	[817, 997, 918, 1007]
signature-president	[920, 2029, 1193, 2064]
event-entry: Ore 7,30; 10,00 - Sante Messe nella cappella di Sant’Agata.	[75, 1235, 266, 1244]
